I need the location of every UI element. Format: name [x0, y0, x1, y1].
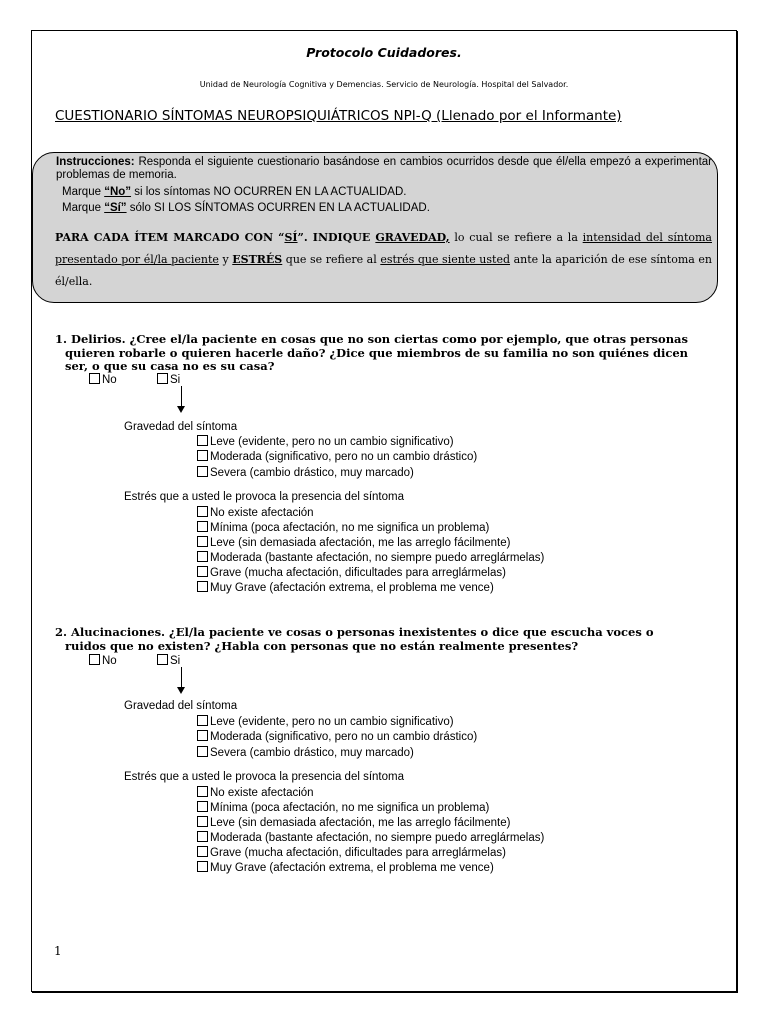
si-label: Si [170, 655, 181, 667]
checkbox[interactable] [197, 846, 208, 857]
question-1-line: quieren robarle o quieren hacerle daño? ¿Dice que miembros de su familia no son quiénes dicen [65, 345, 689, 360]
estres-option[interactable] [197, 581, 494, 594]
checkbox[interactable] [157, 373, 168, 384]
question-2-si-option[interactable] [157, 654, 180, 667]
si-line-rest: sólo SI LOS SÍNTOMAS OCURREN EN LA ACTUALIDAD. [126, 202, 430, 214]
para-part: GRAVEDAD, [375, 231, 450, 244]
instructions-label: Instrucciones: [56, 156, 135, 168]
checkbox[interactable] [197, 466, 208, 477]
para-part: SÍ [284, 231, 298, 244]
checkbox[interactable] [197, 450, 208, 461]
no-line-mark: “No” [104, 186, 132, 198]
option-label: Muy Grave (afectación extrema, el problema me vence) [210, 582, 494, 594]
estres-option[interactable] [197, 786, 314, 799]
question-2-line: ruidos que no existen? ¿Habla con personas que no están realmente presentes? [65, 638, 579, 653]
gravedad-label: Gravedad del síntoma [124, 421, 238, 433]
estres-option[interactable] [197, 566, 506, 579]
question-2-no-option[interactable] [89, 654, 117, 667]
checkbox[interactable] [197, 551, 208, 562]
option-label: Leve (evidente, pero no un cambio significativo) [210, 436, 454, 448]
option-label: Grave (mucha afectación, dificultades para arreglármelas) [210, 567, 506, 579]
checkbox[interactable] [197, 715, 208, 726]
estres-label: Estrés que a usted le provoca la presencia del síntoma [124, 771, 404, 783]
checkbox[interactable] [197, 801, 208, 812]
instructions-no-line [62, 186, 406, 198]
estres-option[interactable] [197, 846, 506, 859]
para-part: ”. INDIQUE [297, 231, 376, 244]
estres-option[interactable] [197, 536, 510, 549]
gravedad-option[interactable] [197, 466, 414, 479]
option-label: Moderada (bastante afectación, no siempre puedo arreglármelas) [210, 552, 545, 564]
si-line-prefix: Marque [62, 202, 105, 214]
instructions-body: Responda el siguiente cuestionario basándose en cambios ocurridos desde que él/ella empezó a experimentar problemas de memoria. [56, 156, 712, 181]
option-label: No existe afectación [210, 787, 314, 799]
checkbox[interactable] [197, 746, 208, 757]
instructions-paragraph [55, 227, 712, 293]
option-label: Grave (mucha afectación, dificultades para arreglármelas) [210, 847, 506, 859]
option-label: Moderada (bastante afectación, no siempre puedo arreglármelas) [210, 832, 545, 844]
si-label: Si [170, 374, 181, 386]
para-part: ESTRÉS [232, 253, 283, 266]
checkbox[interactable] [197, 581, 208, 592]
option-label: Severa (cambio drástico, muy marcado) [210, 467, 414, 479]
para-part: PARA CADA ÍTEM MARCADO CON “ [55, 231, 285, 244]
estres-option[interactable] [197, 861, 494, 874]
checkbox[interactable] [197, 521, 208, 532]
question-1-no-option[interactable] [89, 373, 117, 386]
option-label: Moderada (significativo, pero no un cambio drástico) [210, 451, 478, 463]
gravedad-option[interactable] [197, 715, 454, 728]
si-line-mark: “Sí” [104, 202, 127, 214]
checkbox[interactable] [197, 861, 208, 872]
estres-option[interactable] [197, 521, 489, 534]
no-label: No [102, 655, 117, 667]
gravedad-option[interactable] [197, 450, 477, 463]
para-part: que se refiere al [282, 253, 381, 266]
estres-option[interactable] [197, 506, 314, 519]
checkbox[interactable] [197, 506, 208, 517]
option-label: Severa (cambio drástico, muy marcado) [210, 747, 414, 759]
gravedad-option[interactable] [197, 435, 454, 448]
option-label: Leve (sin demasiada afectación, me las arreglo fácilmente) [210, 817, 511, 829]
question-2-line: 2. Alucinaciones. ¿El/la paciente ve cosas o personas inexistentes o dice que escucha voces o [55, 625, 654, 639]
para-part: lo cual se refiere a la [449, 231, 583, 244]
checkbox[interactable] [197, 566, 208, 577]
arrowhead-icon [177, 687, 185, 694]
para-part: estrés que siente usted [380, 253, 511, 266]
estres-option[interactable] [197, 831, 544, 844]
instructions-si-line [62, 202, 430, 214]
estres-option[interactable] [197, 816, 510, 829]
unit-line: Unidad de Neurología Cognitiva y Demencias. Servicio de Neurología. Hospital del Salvador. [199, 80, 569, 89]
checkbox[interactable] [157, 654, 168, 665]
option-label: Leve (evidente, pero no un cambio significativo) [210, 716, 454, 728]
option-label: Leve (sin demasiada afectación, me las arreglo fácilmente) [210, 537, 511, 549]
checkbox[interactable] [197, 536, 208, 547]
no-label: No [102, 374, 117, 386]
para-part: ante la aparición de ese síntoma en él/ella. [55, 253, 712, 288]
gravedad-option[interactable] [197, 730, 477, 743]
checkbox[interactable] [197, 831, 208, 842]
no-line-prefix: Marque [62, 186, 105, 198]
option-label: Moderada (significativo, pero no un cambio drástico) [210, 731, 478, 743]
arrowhead-icon [177, 406, 185, 413]
option-label: Mínima (poca afectación, no me significa un problema) [210, 522, 490, 534]
estres-option[interactable] [197, 801, 489, 814]
arrow-down-icon [181, 386, 182, 408]
protocol-title: Protocolo Cuidadores. [306, 45, 462, 60]
para-part: y [218, 253, 233, 266]
para-part: intensidad del síntoma presentado por él/la paciente [55, 231, 712, 266]
estres-label: Estrés que a usted le provoca la presencia del síntoma [124, 491, 404, 503]
gravedad-label: Gravedad del síntoma [124, 700, 238, 712]
question-1-si-option[interactable] [157, 373, 180, 386]
option-label: Mínima (poca afectación, no me significa un problema) [210, 802, 490, 814]
checkbox[interactable] [89, 373, 100, 384]
checkbox[interactable] [197, 435, 208, 446]
page-number: 1 [54, 944, 62, 958]
gravedad-option[interactable] [197, 746, 414, 759]
no-line-rest: si los síntomas NO OCURREN EN LA ACTUALIDAD. [131, 186, 407, 198]
checkbox[interactable] [197, 786, 208, 797]
estres-option[interactable] [197, 551, 544, 564]
instructions-text [56, 156, 712, 182]
question-1-line: ser, o que su casa no es su casa? [65, 359, 275, 373]
checkbox[interactable] [197, 816, 208, 827]
checkbox[interactable] [89, 654, 100, 665]
question-1-line: 1. Delirios. ¿Cree el/la paciente en cosas que no son ciertas como por ejemplo, que otras personas [55, 332, 688, 346]
question-2-text [55, 626, 715, 653]
option-label: Muy Grave (afectación extrema, el problema me vence) [210, 862, 494, 874]
checkbox[interactable] [197, 730, 208, 741]
questionnaire-title: CUESTIONARIO SÍNTOMAS NEUROPSIQUIÁTRICOS NPI-Q (Llenado por el Informante) [55, 108, 622, 124]
option-label: No existe afectación [210, 507, 314, 519]
question-1-text [55, 333, 715, 374]
arrow-down-icon [181, 667, 182, 689]
